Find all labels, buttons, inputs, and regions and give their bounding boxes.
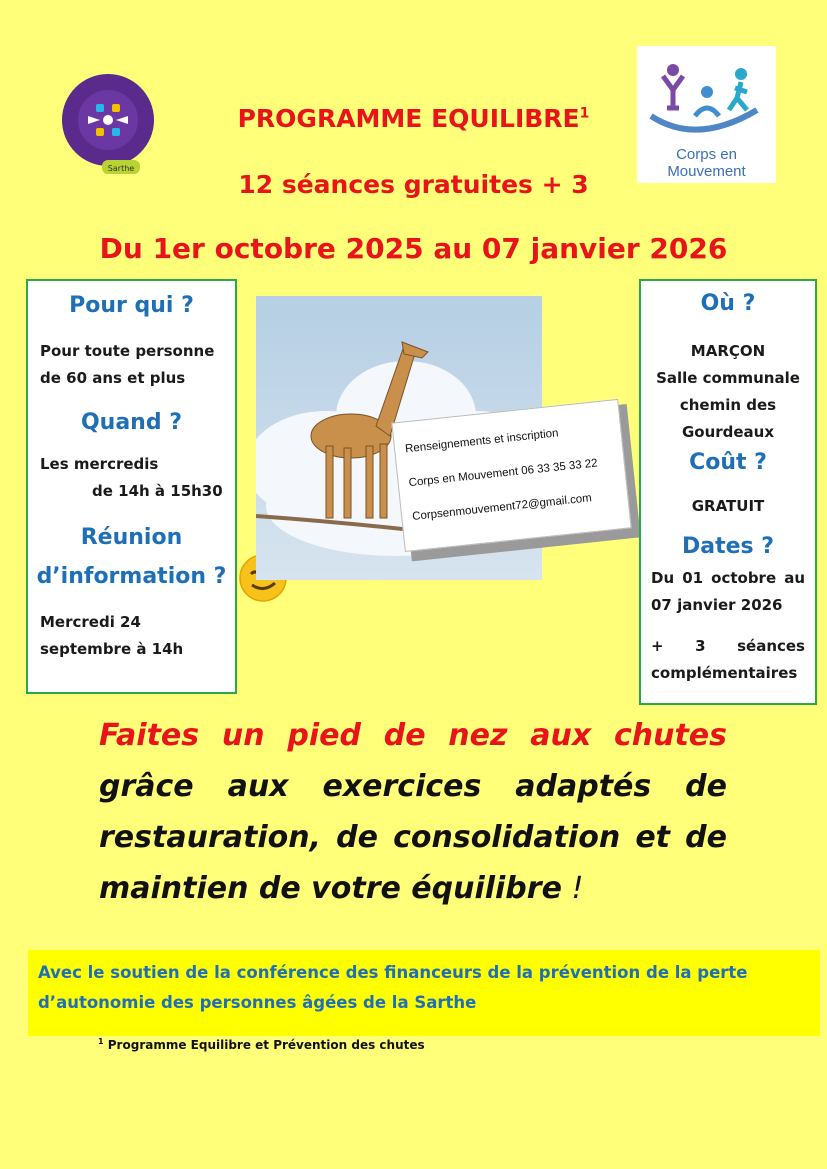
page-title-sup: 1 [579, 105, 590, 122]
when-heading: Quand ? [80, 410, 183, 435]
meeting-line1: Mercredi 24 [40, 613, 141, 631]
tagline [99, 710, 727, 914]
contact-phone: Corps en Mouvement 06 33 35 33 22 [408, 457, 599, 490]
footnote [98, 1037, 425, 1052]
tagline-rest: grâce aux exercices adaptés de restauration, de consolidation et de maintien de votre équilibre [99, 769, 727, 906]
footnote-text: Programme Equilibre et Prévention des chutes [107, 1038, 425, 1052]
tagline-red: Faites un pied de nez aux chutes [99, 718, 727, 753]
where-line1: MARÇON [690, 342, 766, 360]
page-subtitle: 12 séances gratuites + 3 [238, 170, 589, 199]
dates-line4: complémentaires [651, 664, 798, 682]
where-line4: Gourdeaux [681, 423, 775, 441]
page-title-text: PROGRAMME EQUILIBRE [237, 104, 580, 133]
info-box-right [639, 279, 817, 705]
support-line2: d’autonomie des personnes âgées de la Sarthe [38, 993, 477, 1012]
footnote-sup: 1 [98, 1037, 104, 1046]
info-box-left [26, 279, 237, 694]
cost-value: GRATUIT [691, 497, 765, 515]
where-line3: chemin des [679, 396, 777, 414]
dates-line2: 07 janvier 2026 [651, 596, 783, 614]
page-dates: Du 1er octobre 2025 au 07 janvier 2026 [99, 232, 728, 265]
who-line2: de 60 ans et plus [40, 369, 186, 387]
dates-line1: Du 01 octobre au [651, 569, 805, 587]
dates-line3: + 3 séances [651, 637, 805, 655]
when-line1: Les mercredis [40, 455, 159, 473]
meeting-line2: septembre à 14h [40, 640, 184, 658]
logo-line2: Mouvement [667, 163, 746, 180]
support-line1: Avec le soutien de la conférence des financeurs de la prévention de la perte [38, 963, 748, 982]
contact-title: Renseignements et inscription [404, 427, 560, 456]
cost-heading: Coût ? [689, 450, 767, 475]
dates-heading: Dates ? [681, 534, 775, 559]
who-line1: Pour toute personne [40, 342, 215, 360]
logo-badge: Sarthe [107, 164, 135, 173]
page-title [0, 104, 827, 133]
logo-line1: Corps en [676, 146, 737, 163]
where-heading: Où ? [700, 291, 756, 316]
support-banner [28, 950, 820, 1036]
when-line2: de 14h à 15h30 [92, 482, 223, 500]
who-heading: Pour qui ? [69, 293, 194, 318]
tagline-end: ! [561, 871, 584, 906]
where-line2: Salle communale [656, 369, 800, 387]
contact-sign [391, 398, 640, 562]
meeting-heading-1: Réunion [80, 525, 183, 550]
meeting-heading-2: d’information ? [36, 564, 227, 589]
contact-email: Corpsenmouvement72@gmail.com [411, 492, 593, 524]
